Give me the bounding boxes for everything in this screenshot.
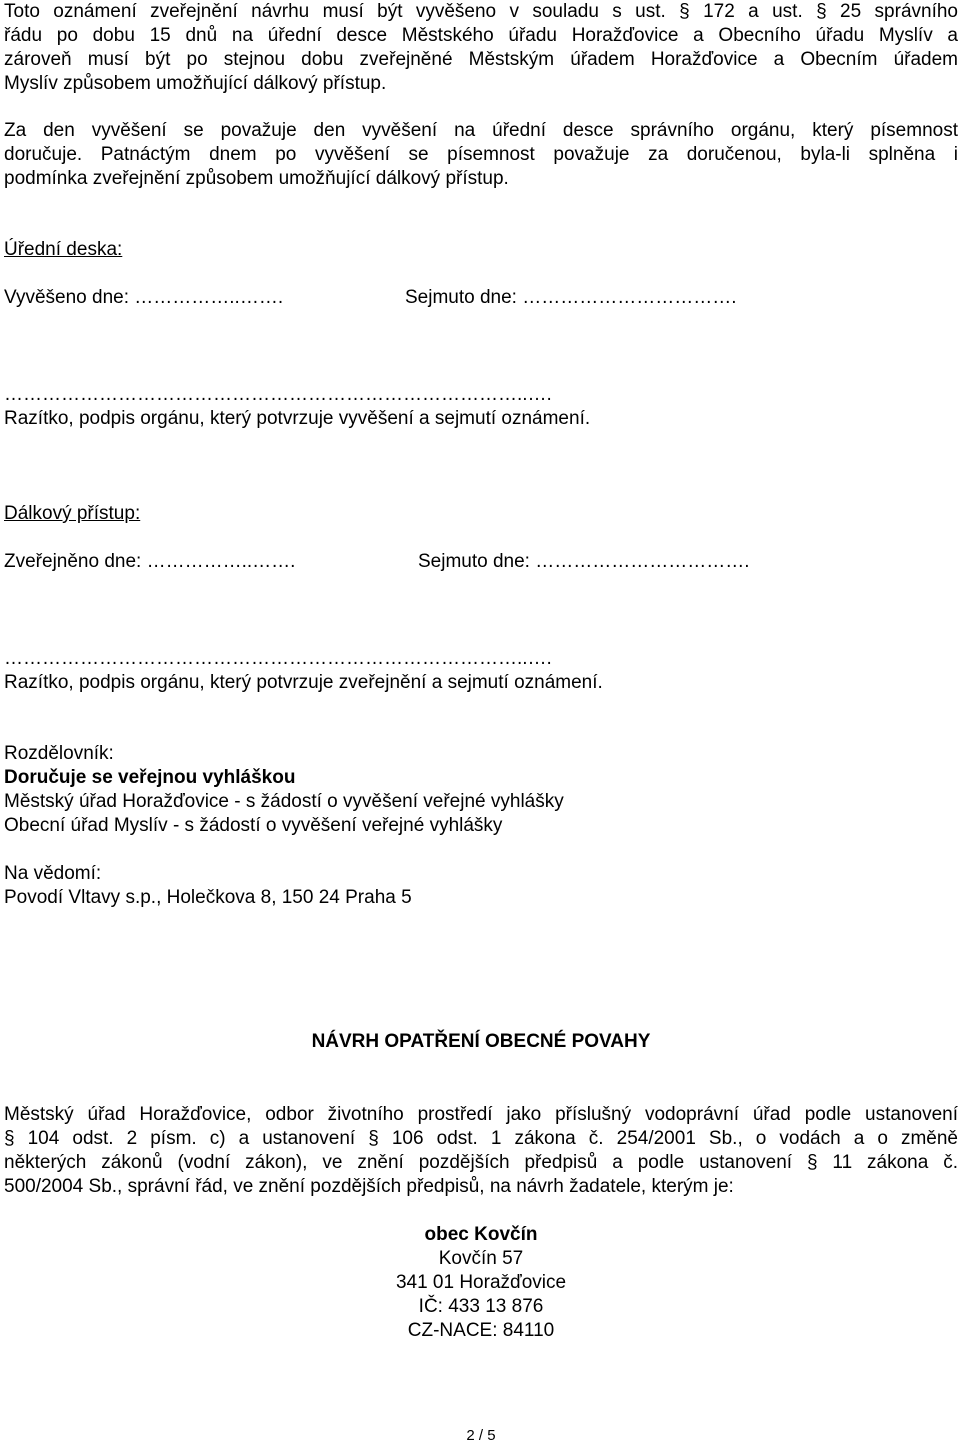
intro-p2-line-2: doručuje. Patnáctým dnem po vyvěšení se písemnost považuje za doručenou, byla-li splněna i <box>4 144 958 165</box>
posted-date-field: Vyvěšeno dne: ……………..……. <box>4 287 284 308</box>
applicant-name: obec Kovčín <box>424 1224 538 1245</box>
distribution-line-1: Městský úřad Horažďovice - s žádostí o vyvěšení veřejné vyhlášky <box>4 791 564 812</box>
intro-p2-line-3: podmínka zveřejnění způsobem umožňující dálkový přístup. <box>4 168 509 189</box>
signature-dotted-line-2: ………………………………………………………………………..…. <box>4 648 552 669</box>
uredni-deska-heading: Úřední deska: <box>4 239 123 260</box>
published-date-field: Zveřejněno dne: ……………..……. <box>4 551 296 572</box>
dalkovy-pristup-heading: Dálkový přístup: <box>4 503 141 524</box>
applicant-street: Kovčín 57 <box>438 1248 524 1269</box>
intro-line-3: zároveň musí být po stejnou dobu zveřejněné Městským úřadem Horažďovice a Obecním úřadem <box>4 49 958 70</box>
removed-date-field-2: Sejmuto dne: ……………………………. <box>418 551 750 572</box>
removed-date-field: Sejmuto dne: ……………………………. <box>405 287 737 308</box>
signature-dotted-line: ………………………………………………………………………..…. <box>4 384 552 405</box>
applicant-ic: IČ: 433 13 876 <box>418 1296 544 1317</box>
applicant-city: 341 01 Horažďovice <box>395 1272 567 1293</box>
intro-line-2: řádu po dobu 15 dnů na úřední desce Městského úřadu Horažďovice a Obecního úřadu Myslív a <box>4 25 958 46</box>
intro-p2-line-1: Za den vyvěšení se považuje den vyvěšení na úřední desce správního orgánu, který písemnost <box>4 120 958 141</box>
stamp-caption: Razítko, podpis orgánu, který potvrzuje vyvěšení a sejmutí oznámení. <box>4 408 591 429</box>
proposal-line-2: § 104 odst. 2 písm. c) a ustanovení § 106 odst. 1 zákona č. 254/2001 Sb., o vodách a o změně <box>4 1128 958 1149</box>
distribution-label: Rozdělovník: <box>4 743 114 764</box>
proposal-line-1: Městský úřad Horažďovice, odbor životního prostředí jako příslušný vodoprávní úřad podle ustanovení <box>4 1104 958 1125</box>
proposal-title: NÁVRH OPATŘENÍ OBECNÉ POVAHY <box>311 1031 651 1052</box>
intro-line-4: Myslív způsobem umožňující dálkový přístup. <box>4 73 387 94</box>
stamp-caption-2: Razítko, podpis orgánu, který potvrzuje zveřejnění a sejmutí oznámení. <box>4 672 603 693</box>
distribution-bold-line: Doručuje se veřejnou vyhláškou <box>4 767 296 788</box>
notice-line: Povodí Vltavy s.p., Holečkova 8, 150 24 Praha 5 <box>4 887 412 908</box>
dalkovy-pristup-dates-row <box>4 550 958 574</box>
applicant-nace: CZ-NACE: 84110 <box>407 1320 555 1341</box>
distribution-line-2: Obecní úřad Myslív - s žádostí o vyvěšení veřejné vyhlášky <box>4 815 503 836</box>
intro-line-1: Toto oznámení zveřejnění návrhu musí být vyvěšeno v souladu s ust. § 172 a ust. § 25 správního <box>4 1 958 22</box>
uredni-deska-dates-row <box>4 286 958 310</box>
page-number: 2 / 5 <box>466 1427 496 1444</box>
proposal-line-3: některých zákonů (vodní zákon), ve znění pozdějších předpisů a podle ustanovení § 11 zákona č. <box>4 1152 958 1173</box>
notice-label: Na vědomí: <box>4 863 102 884</box>
proposal-line-4: 500/2004 Sb., správní řád, ve znění pozdějších předpisů, na návrh žadatele, kterým je: <box>4 1176 734 1197</box>
